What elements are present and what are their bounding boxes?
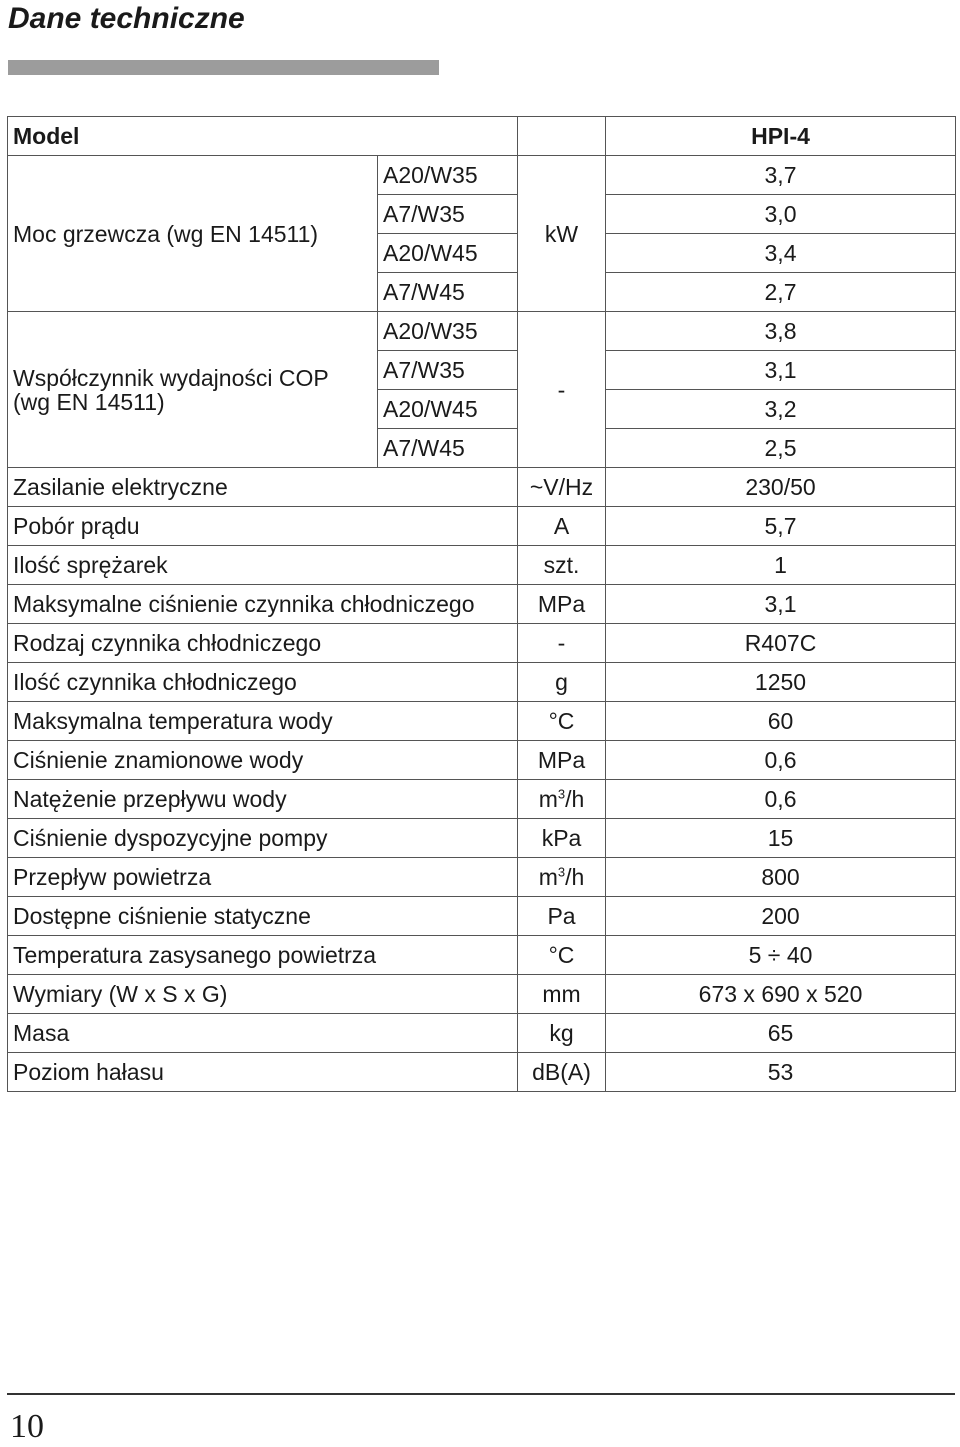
spec-value: 1250 <box>606 663 956 702</box>
title-underline-bar <box>8 60 439 75</box>
table-row <box>8 936 956 975</box>
spec-value: 5 ÷ 40 <box>606 936 956 975</box>
table-row <box>8 897 956 936</box>
model-unit-empty <box>518 117 606 156</box>
table-row <box>8 507 956 546</box>
table-row <box>8 312 956 351</box>
model-label: Model <box>8 117 518 156</box>
spec-label: Ilość sprężarek <box>8 546 518 585</box>
cop-condition: A20/W35 <box>378 312 518 351</box>
spec-label: Maksymalna temperatura wody <box>8 702 518 741</box>
table-row <box>8 741 956 780</box>
spec-label: Dostępne ciśnienie statyczne <box>8 897 518 936</box>
heating-unit: kW <box>518 156 606 312</box>
cop-label-line1: Współczynnik wydajności COP <box>13 364 329 391</box>
cop-value: 3,2 <box>606 390 956 429</box>
table-row <box>8 546 956 585</box>
spec-label: Ciśnienie znamionowe wody <box>8 741 518 780</box>
spec-label: Masa <box>8 1014 518 1053</box>
spec-unit: A <box>518 507 606 546</box>
table-row <box>8 663 956 702</box>
spec-label: Maksymalne ciśnienie czynnika chłodniczego <box>8 585 518 624</box>
table-row <box>8 702 956 741</box>
page-title: Dane techniczne <box>8 2 245 35</box>
cop-value: 2,5 <box>606 429 956 468</box>
unit-rest: /h <box>565 864 585 890</box>
spec-label: Poziom hałasu <box>8 1053 518 1092</box>
footer-divider <box>7 1393 955 1395</box>
table-header-row <box>8 117 956 156</box>
heating-power-label: Moc grzewcza (wg EN 14511) <box>8 156 378 312</box>
spec-unit: szt. <box>518 546 606 585</box>
heating-condition: A7/W35 <box>378 195 518 234</box>
spec-unit: °C <box>518 702 606 741</box>
spec-unit: g <box>518 663 606 702</box>
unit-rest: /h <box>565 786 585 812</box>
heating-value: 3,0 <box>606 195 956 234</box>
table-row <box>8 780 956 819</box>
spec-unit <box>518 858 606 897</box>
spec-value: 3,1 <box>606 585 956 624</box>
spec-value: 53 <box>606 1053 956 1092</box>
spec-unit: mm <box>518 975 606 1014</box>
spec-unit: Pa <box>518 897 606 936</box>
table-row <box>8 468 956 507</box>
spec-unit: - <box>518 624 606 663</box>
table-row <box>8 156 956 195</box>
table-row <box>8 1053 956 1092</box>
spec-value: 5,7 <box>606 507 956 546</box>
spec-unit: kPa <box>518 819 606 858</box>
spec-value: 200 <box>606 897 956 936</box>
spec-label: Przepływ powietrza <box>8 858 518 897</box>
cop-label-line2: (wg EN 14511) <box>13 388 165 415</box>
table-row <box>8 624 956 663</box>
spec-value: 65 <box>606 1014 956 1053</box>
spec-value: 230/50 <box>606 468 956 507</box>
model-value: HPI-4 <box>606 117 956 156</box>
spec-label: Wymiary (W x S x G) <box>8 975 518 1014</box>
cop-label <box>8 312 378 468</box>
spec-value: R407C <box>606 624 956 663</box>
cop-condition: A7/W35 <box>378 351 518 390</box>
unit-base: m <box>538 786 558 812</box>
spec-label: Natężenie przepływu wody <box>8 780 518 819</box>
table-row <box>8 975 956 1014</box>
spec-label: Rodzaj czynnika chłodniczego <box>8 624 518 663</box>
spec-unit: ~V/Hz <box>518 468 606 507</box>
spec-unit: °C <box>518 936 606 975</box>
table-row <box>8 1014 956 1053</box>
table-row <box>8 585 956 624</box>
spec-unit: kg <box>518 1014 606 1053</box>
spec-value: 0,6 <box>606 780 956 819</box>
spec-label: Ciśnienie dyspozycyjne pompy <box>8 819 518 858</box>
heating-condition: A20/W35 <box>378 156 518 195</box>
cop-condition: A7/W45 <box>378 429 518 468</box>
heating-condition: A20/W45 <box>378 234 518 273</box>
technical-data-table <box>7 116 956 1092</box>
heating-value: 3,4 <box>606 234 956 273</box>
spec-label: Pobór prądu <box>8 507 518 546</box>
table-row <box>8 858 956 897</box>
cop-value: 3,8 <box>606 312 956 351</box>
spec-value: 1 <box>606 546 956 585</box>
spec-unit <box>518 780 606 819</box>
heating-value: 2,7 <box>606 273 956 312</box>
spec-label: Zasilanie elektryczne <box>8 468 518 507</box>
spec-unit: MPa <box>518 585 606 624</box>
spec-value: 60 <box>606 702 956 741</box>
cop-unit: - <box>518 312 606 468</box>
spec-unit: dB(A) <box>518 1053 606 1092</box>
unit-base: m <box>538 864 558 890</box>
unit-superscript: 3 <box>557 864 566 880</box>
spec-label: Ilość czynnika chłodniczego <box>8 663 518 702</box>
cop-value: 3,1 <box>606 351 956 390</box>
heating-value: 3,7 <box>606 156 956 195</box>
spec-value: 800 <box>606 858 956 897</box>
unit-superscript: 3 <box>557 786 566 802</box>
spec-label: Temperatura zasysanego powietrza <box>8 936 518 975</box>
cop-condition: A20/W45 <box>378 390 518 429</box>
spec-value: 673 x 690 x 520 <box>606 975 956 1014</box>
heating-condition: A7/W45 <box>378 273 518 312</box>
table-row <box>8 819 956 858</box>
page-number: 10 <box>10 1408 44 1445</box>
spec-unit: MPa <box>518 741 606 780</box>
spec-value: 15 <box>606 819 956 858</box>
spec-value: 0,6 <box>606 741 956 780</box>
